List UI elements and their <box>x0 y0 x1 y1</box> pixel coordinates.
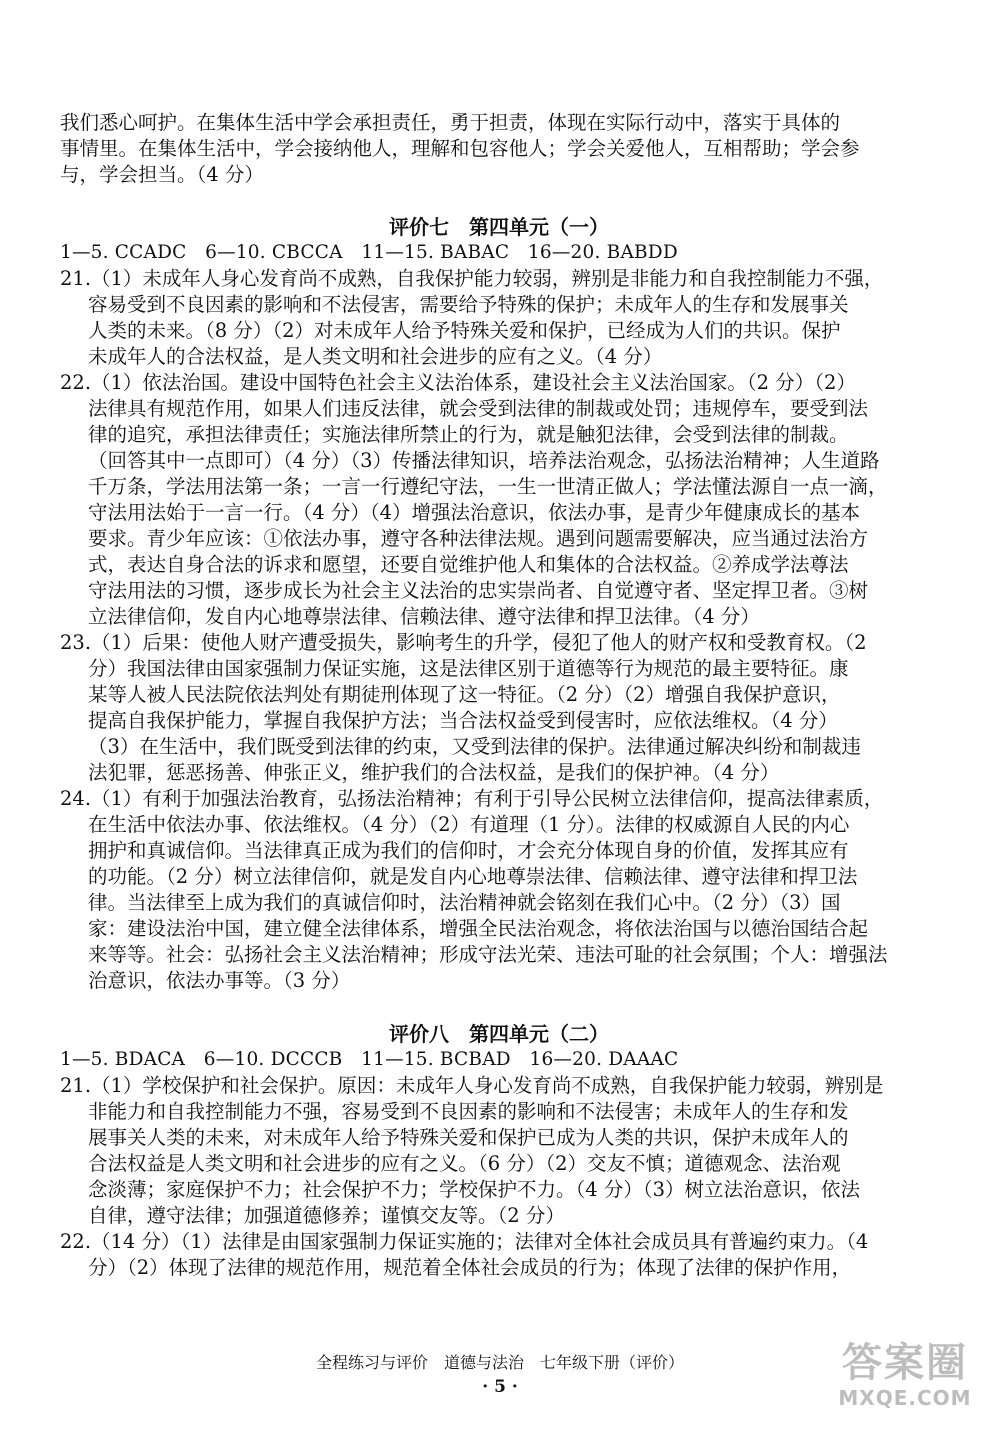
question-23 <box>60 630 938 786</box>
text-line: 分）（2）体现了法律的规范作用，规范着全体社会成员的行为；体现了法律的保护作用， <box>88 1256 852 1279</box>
text-line: 千万条，学法用法第一条；一言一行遵纪守法，一生一世清正做人；学法懂法源自一点一滴， <box>88 475 888 498</box>
text-line: 守法用法的习惯，逐步成长为社会主义法治的忠实崇尚者、自觉遵守者、坚定捍卫者。③树 <box>88 579 869 602</box>
text-line: （3）在生活中，我们既受到法律的约束，又受到法律的保护。法律通过解决纠纷和制裁违 <box>88 735 861 758</box>
section-evaluation-7 <box>60 214 938 994</box>
section-title: 评价七 第四单元（一） <box>389 215 609 239</box>
text-line: （回答其中一点即可）（4 分）（3）传播法律知识，培养法治观念，弘扬法治精神；人生道路 <box>88 449 880 472</box>
text-line: 治意识，依法办事等。（3 分） <box>88 969 351 992</box>
text-line: 24.（1）有利于加强法治教育，弘扬法治精神；有利于引导公民树立法律信仰，提高法律素质， <box>60 787 884 810</box>
text-line: 立法律信仰，发自内心地尊崇法律、信赖法律、遵守法律和捍卫法律。（4 分） <box>88 605 760 628</box>
text-line: 某等人被人民法院依法判处有期徒刑体现了这一特征。（2 分）（2）增强自我保护意识， <box>88 683 841 706</box>
text-line: 我们悉心呵护。在集体生活中学会承担责任，勇于担责，体现在实际行动中，落实于具体的 <box>60 111 841 134</box>
watermark-icon: 答案圈 <box>842 1340 968 1386</box>
text-line: 22.（14 分）（1）法律是由国家强制力保证实施的；法律对全体社会成员具有普遍约束力。（4 <box>60 1230 869 1253</box>
multiple-choice-answers: 1—5. BDACA 6—10. DCCCB 11—15. BCBAD 16—20. DAAAC <box>60 1049 679 1070</box>
text-line: 与，学会担当。（4 分） <box>60 163 264 186</box>
text-line: 律的追究，承担法律责任；实施法律所禁止的行为，就是触犯法律，会受到法律的制裁。 <box>88 423 849 446</box>
text-line: 式，表达自身合法的诉求和愿望，还要自觉维护他人和集体的合法权益。②养成学法尊法 <box>88 553 849 576</box>
text-line: 分）我国法律由国家强制力保证实施，这是法律区别于道德等行为规范的最主要特征。康 <box>88 657 849 680</box>
footer-book-title: 全程练习与评价 道德与法治 七年级下册（评价） <box>315 1353 684 1372</box>
text-line: 法犯罪，惩恶扬善、伸张正义，维护我们的合法权益，是我们的保护神。（4 分） <box>88 761 780 784</box>
watermark-logo <box>830 1340 980 1416</box>
question-22 <box>60 1229 938 1281</box>
text-line: 法律具有规范作用，如果人们违反法律，就会受到法律的制裁或处罚；违规停车，要受到法 <box>88 397 869 420</box>
question-22 <box>60 370 938 630</box>
text-line: 事情里。在集体生活中，学会接纳他人，理解和包容他人；学会关爱他人，互相帮助；学会参 <box>60 137 860 160</box>
intro-paragraph <box>60 110 938 188</box>
text-line: 22.（1）依法治国。建设中国特色社会主义法治体系，建设社会主义法治国家。（2 分）（2） <box>60 371 856 394</box>
text-line: 律。当法律至上成为我们的真诚信仰时，法治精神就会铭刻在我们心中。（2 分）（3）国 <box>88 891 841 914</box>
text-line: 来等等。社会：弘扬社会主义法治精神；形成守法光荣、违法可耻的社会氛围；个人：增强法 <box>88 943 888 966</box>
text-line: 未成年人的合法权益，是人类文明和社会进步的应有之义。（4 分） <box>88 345 663 368</box>
section-evaluation-8 <box>60 1021 938 1281</box>
multiple-choice-answers: 1—5. CCADC 6—10. CBCCA 11—15. BABAC 16—20. BABDD <box>60 242 678 263</box>
question-21 <box>60 266 938 370</box>
text-line: 自律，遵守法律；加强道德修养；谨慎交友等。（2 分） <box>88 1204 565 1227</box>
page-number: · 5 · <box>482 1377 518 1397</box>
text-line: 家：建设法治中国，建立健全法律体系，增强全民法治观念，将依法治国与以德治国结合起 <box>88 917 869 940</box>
text-line: 21.（1）未成年人身心发育尚不成熟，自我保护能力较弱，辨别是非能力和自我控制能力不强， <box>60 267 884 290</box>
text-line: 要求。青少年应该：①依法办事，遵守各种法律法规。遇到问题需要解决，应当通过法治方 <box>88 527 869 550</box>
text-line: 念淡薄；家庭保护不力；社会保护不力；学校保护不力。（4 分）（3）树立法治意识，依法 <box>88 1178 861 1201</box>
text-line: 拥护和真诚信仰。当法律真正成为我们的信仰时，才会充分体现自身的价值，发挥其应有 <box>88 839 849 862</box>
text-line: 合法权益是人类文明和社会进步的应有之义。（6 分）（2）交友不慎；道德观念、法治观 <box>88 1152 841 1175</box>
question-24 <box>60 786 938 994</box>
question-21 <box>60 1073 938 1229</box>
text-line: 提高自我保护能力，掌握自我保护方法；当合法权益受到侵害时，应依法维权。（4 分） <box>88 709 838 732</box>
text-line: 21.（1）学校保护和社会保护。原因：未成年人身心发育尚不成熟，自我保护能力较弱，辨别是 <box>60 1074 884 1097</box>
section-title: 评价八 第四单元（二） <box>389 1022 609 1046</box>
text-line: 容易受到不良因素的影响和不法侵害，需要给予特殊的保护；未成年人的生存和发展事关 <box>88 293 849 316</box>
text-line: 展事关人类的未来，对未成年人给予特殊关爱和保护已成为人类的共识，保护未成年人的 <box>88 1126 849 1149</box>
page-content <box>60 110 938 1281</box>
text-line: 的功能。（2 分）树立法律信仰，就是发自内心地尊崇法律、信赖法律、遵守法律和捍卫法 <box>88 865 858 888</box>
text-line: 非能力和自我控制能力不强，容易受到不良因素的影响和不法侵害；未成年人的生存和发 <box>88 1100 849 1123</box>
watermark-site: MXQE.COM <box>838 1386 972 1410</box>
text-line: 23.（1）后果：使他人财产遭受损失，影响考生的升学，侵犯了他人的财产权和受教育权。（2 <box>60 631 867 654</box>
text-line: 在生活中依法办事、依法维权。（4 分）（2）有道理（1 分）。法律的权威源自人民的内心 <box>88 813 850 836</box>
text-line: 人类的未来。（8 分）（2）对未成年人给予特殊关爱和保护，已经成为人们的共识。保护 <box>88 319 841 342</box>
text-line: 守法用法始于一言一行。（4 分）（4）增强法治意识，依法办事，是青少年健康成长的基本 <box>88 501 861 524</box>
